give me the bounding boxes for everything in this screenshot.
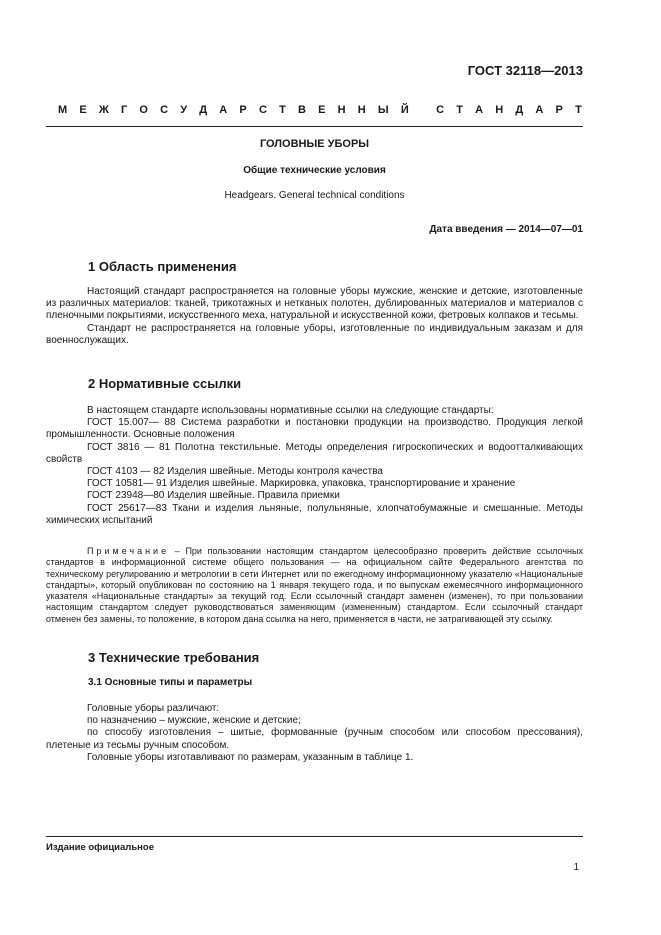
section-3-1-heading: 3.1 Основные типы и параметры	[88, 677, 253, 688]
banner-letter: В	[297, 104, 306, 116]
banner-letter: Р	[239, 104, 247, 116]
banner-letter: Т	[575, 104, 582, 116]
section-2-heading: 2 Нормативные ссылки	[88, 376, 242, 391]
standard-title: ГОЛОВНЫЕ УБОРЫ	[259, 138, 370, 150]
page-number: 1	[573, 862, 579, 873]
section-2-body	[46, 405, 583, 527]
section-1-paragraph-1: Настоящий стандарт распространяется на головные уборы мужские, женские и детские, изготовленные из различных материалов: тканей, трикотажных и нетканых полотен, дублированных материалов и материалов с пленочными покрытиями, искусственного меха, натуральной и искусственной кожи, фетровых колпаков и тесьмы.	[46, 286, 583, 322]
section-3-line: Головные уборы различают:	[87, 703, 220, 714]
standard-subtitle: Общие технические условия	[243, 165, 386, 176]
banner-letter: М	[58, 104, 68, 116]
banner-letter: С	[436, 104, 445, 116]
note-text: – При пользовании настоящим стандартом целесообразно проверить действие ссылочных стандартов в информационной системе общего пользования — на официальном сайте Федерального агентства по техническому регулированию и метрологии в сети Интернет или по ежегодному информационному указателю «Национальные стандарты», который опубликован по состоянию на 1 января текущего года, и по выпускам ежемесячного информационного указателя «Национальные стандарты» за текущий год. Если ссылочный стандарт заменен (изменен), то при пользовании настоящим стандартом следует руководствоваться заменяющим (измененным) стандартом. Если ссылочный стандарт отменен без замены, то положение, в котором дана ссылка на него, применяется в части, не затрагивающей эту ссылку.	[46, 546, 583, 624]
reference-item: ГОСТ 25617—83 Ткани и изделия льняные, полульняные, хлопчатобумажные и смешанные. Методы химических испытаний	[46, 502, 583, 526]
section-1-body	[46, 286, 583, 347]
reference-item: ГОСТ 4103 — 82 Изделия швейные. Методы контроля качества	[87, 466, 383, 478]
section-1-paragraph-2: Стандарт не распространяется на головные уборы, изготовленные по индивидуальным заказам и для военнослужащих.	[46, 322, 583, 346]
reference-item: ГОСТ 3816 — 81 Полотна текстильные. Методы определения гигроскопических и водоотталкивающих свойств	[46, 441, 583, 465]
banner-letter: Т	[279, 104, 286, 116]
banner-letter: Т	[456, 104, 463, 116]
note-label: Примечание	[87, 546, 170, 556]
interstate-standard-banner	[58, 104, 582, 116]
section-3-body	[46, 703, 583, 764]
banner-letter: Й	[400, 104, 409, 116]
banner-letter: О	[139, 104, 148, 116]
english-title: Headgears. General technical conditions	[224, 190, 405, 201]
header-rule	[46, 126, 583, 127]
banner-letter: С	[258, 104, 267, 116]
section-1-heading: 1 Область применения	[88, 259, 237, 274]
section-2-note	[46, 546, 583, 625]
section-3-line: по назначению – мужские, женские и детские;	[87, 715, 301, 727]
banner-letter: А	[475, 104, 484, 116]
banner-letter: Г	[120, 104, 128, 116]
section-3-heading: 3 Технические требования	[88, 650, 260, 665]
banner-letter: А	[535, 104, 544, 116]
official-edition-label: Издание официальное	[46, 842, 154, 853]
banner-letter: С	[160, 104, 169, 116]
banner-letter: Д	[515, 104, 524, 116]
section-3-line: Головные уборы изготавливают по размерам, указанным в таблице 1.	[87, 751, 414, 763]
banner-letter: Ы	[377, 104, 389, 116]
banner-letter: Д	[199, 104, 208, 116]
banner-letter: Н	[495, 104, 504, 116]
banner-letter: Н	[357, 104, 366, 116]
introduction-date: Дата введения — 2014—07—01	[429, 224, 583, 235]
reference-item: ГОСТ 15.007— 88 Система разработки и постановки продукции на производство. Продукция легкой промышленности. Основные положения	[46, 417, 583, 441]
banner-letter: Ж	[98, 104, 109, 116]
reference-item: ГОСТ 10581— 91 Изделия швейные. Маркировка, упаковка, транспортирование и хранение	[87, 478, 516, 490]
section-3-line: по способу изготовления – шитые, формованные (ручным способом или способом прессования), плетеные из тесьмы ручным способом.	[46, 727, 583, 751]
banner-letter: Е	[318, 104, 326, 116]
banner-letter	[421, 104, 424, 116]
footer-rule	[46, 836, 583, 837]
banner-letter: У	[180, 104, 188, 116]
document-number: ГОСТ 32118—2013	[467, 63, 583, 78]
banner-letter: А	[219, 104, 228, 116]
reference-item: ГОСТ 23948—80 Изделия швейные. Правила приемки	[87, 490, 340, 502]
section-2-intro: В настоящем стандарте использованы нормативные ссылки на следующие стандарты:	[87, 405, 494, 416]
banner-letter: Р	[555, 104, 563, 116]
banner-letter: Н	[337, 104, 346, 116]
banner-letter: Е	[79, 104, 87, 116]
